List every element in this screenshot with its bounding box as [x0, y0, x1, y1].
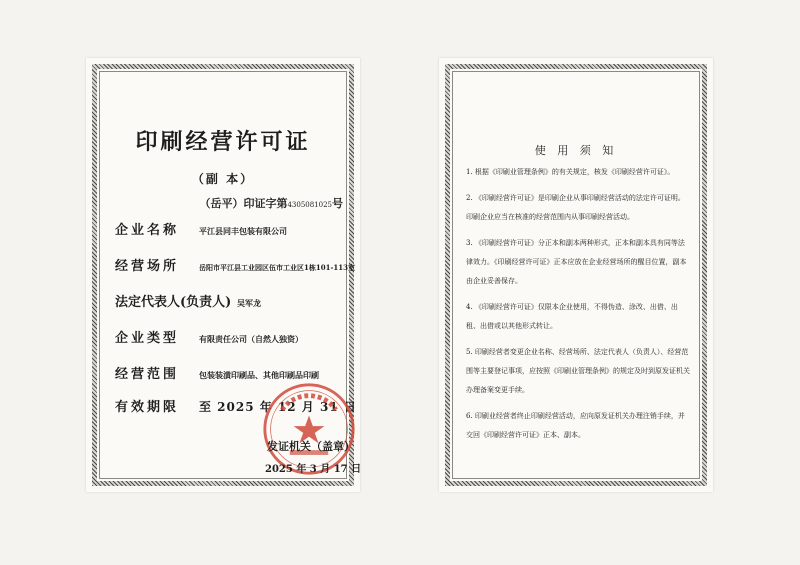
- license-border: [92, 64, 362, 486]
- field-value: 包装装潢印刷品、其他印刷品印刷: [199, 370, 319, 380]
- field-company-name: [115, 219, 345, 238]
- field-legal-representative: [115, 291, 345, 310]
- field-label: 企业类型: [115, 331, 180, 346]
- field-value: 有限责任公司（自然人独资）: [199, 334, 303, 344]
- notice-border: [445, 64, 707, 486]
- notice-item: 3. 《印刷经营许可证》分正本和副本两种形式，正本和副本具有同等法律效力。《印刷经营许可证》正本应放在企业经营场所的醒目位置，副本由企业妥善保存。: [466, 239, 687, 285]
- issue-date: 2025 年 3 月 17 日: [265, 464, 362, 475]
- field-label: 经营范围: [115, 367, 180, 382]
- notice-item: 2. 《印刷经营许可证》是印刷企业从事印刷经营活动的法定许可证明。印刷企业应当在核准的经营范围内从事印刷经营活动。: [466, 194, 685, 221]
- license-title: 印刷经营许可证: [135, 129, 311, 155]
- field-label: 有效期限: [115, 400, 180, 415]
- field-value: 至 2025 年 12 月 31 日: [199, 400, 357, 414]
- field-label: 经营场所: [115, 259, 180, 274]
- notice-item: 4. 《印刷经营许可证》仅限本企业使用，不得伪造、涂改、出借、出租、出借或以其他形式转让。: [466, 303, 678, 330]
- notice-page: [439, 58, 713, 492]
- notice-list: [464, 163, 690, 452]
- field-label: 法定代表人(负责人): [115, 295, 232, 310]
- license-number: [199, 195, 343, 211]
- notice-item: 6. 印刷业经营者终止印刷经营活动，应向原发证机关办理注销手续，并交回《印刷经营许可证》正本、副本。: [466, 412, 685, 439]
- field-value: 平江县同丰包装有限公司: [199, 226, 287, 236]
- license-number-prefix: （岳平）印证字第: [199, 197, 288, 210]
- license-number-suffix: 号: [332, 197, 343, 210]
- notice-item: 5. 印刷经营者变更企业名称、经营场所、法定代表人（负责人）、经营范围等主要登记事项，应按照《印刷业管理条例》的规定及时到原发证机关办理备案变更手续。: [466, 348, 690, 394]
- notice-title: 使 用 须 知: [534, 144, 618, 157]
- license-subtitle: （副 本）: [191, 172, 255, 186]
- field-business-address: [115, 255, 355, 274]
- field-value: 岳阳市平江县工业园区伍市工业区1栋101-113室: [199, 263, 355, 272]
- field-label: 企业名称: [115, 223, 180, 238]
- field-enterprise-type: [115, 327, 345, 346]
- field-value: 吴军龙: [237, 298, 261, 308]
- field-business-scope: [115, 363, 345, 382]
- notice-item: 1. 根据《印刷业管理条例》的有关规定，核发《印刷经营许可证》。: [466, 168, 675, 176]
- issuing-authority: 发证机关（盖章）: [267, 440, 355, 453]
- license-page: [86, 58, 360, 492]
- license-number-value: 4305081025: [287, 201, 332, 209]
